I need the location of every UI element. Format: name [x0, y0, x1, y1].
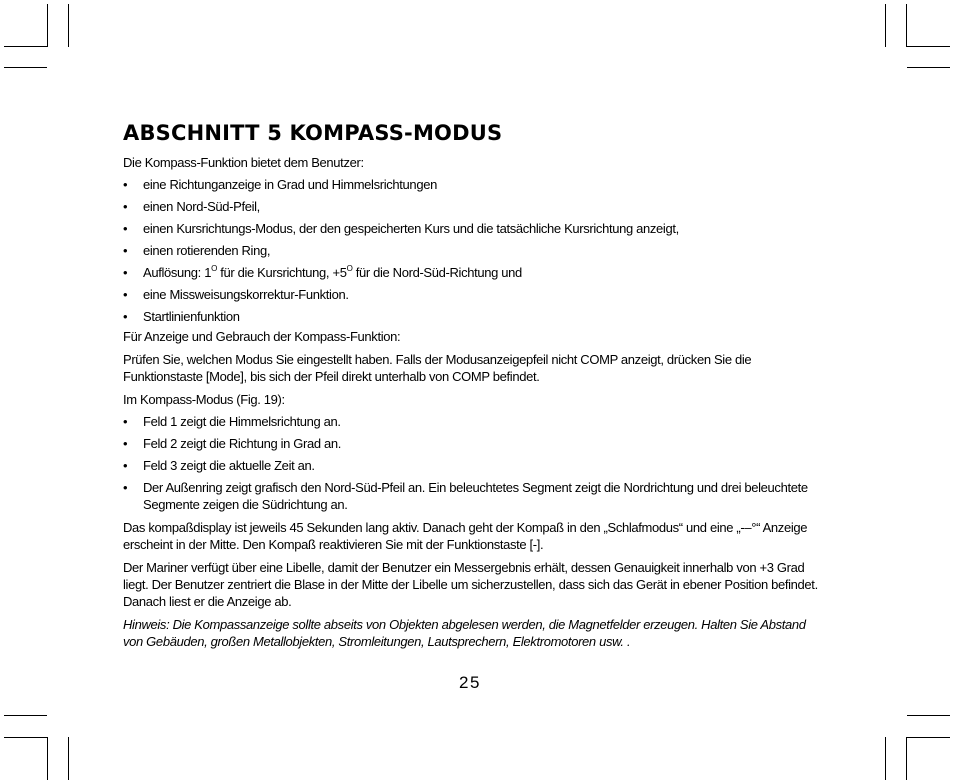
bullet: • [123, 177, 128, 192]
bullet: • [123, 221, 128, 236]
crop-mark [907, 715, 950, 716]
crop-mark [885, 737, 886, 780]
crop-mark [907, 46, 950, 47]
list-item [123, 308, 823, 325]
list-item [123, 479, 823, 513]
crop-mark [907, 67, 950, 68]
crop-mark [906, 4, 907, 47]
usage-heading: Für Anzeige und Gebrauch der Kompass-Funktion: [123, 329, 401, 344]
crop-mark [4, 715, 47, 716]
crop-mark [68, 4, 69, 47]
list-item [123, 242, 823, 259]
crop-mark [4, 67, 47, 68]
list-item [123, 220, 823, 237]
crop-mark [4, 737, 47, 738]
intro-text: Die Kompass-Funktion bietet dem Benutzer: [123, 155, 364, 170]
resolution-text-a: Auflösung: 1 [143, 265, 212, 280]
crop-mark [68, 737, 69, 780]
feature-list [123, 176, 823, 325]
crop-mark [47, 737, 48, 780]
mode-heading: Im Kompass-Modus (Fig. 19): [123, 392, 285, 407]
section-title: ABSCHNITT 5 KOMPASS-MODUS [123, 121, 503, 145]
list-item-text: Startlinienfunktion [143, 309, 240, 324]
degree-mark: O [211, 263, 217, 273]
note-paragraph: Hinweis: Die Kompassanzeige sollte abseits von Objekten abgelesen werden, die Magnetfelder erzeugen. Halten Sie Abstand von Gebäuden, großen Metallobjekten, Stromleitungen, Lautsprechern, Elektromotoren usw. . [123, 617, 806, 649]
bullet: • [123, 480, 128, 495]
list-item-text: Der Außenring zeigt grafisch den Nord-Süd-Pfeil an. Ein beleuchtetes Segment zeigt die Nordrichtung und drei beleuchtete Segmente zeigen die Südrichtung an. [143, 480, 808, 512]
bullet: • [123, 287, 128, 302]
display-paragraph: Das kompaßdisplay ist jeweils 45 Sekunden lang aktiv. Danach geht der Kompaß in den „Schlafmodus“ und eine „-–°“ Anzeige erscheint in der Mitte. Den Kompaß reaktivieren Sie mit der Funktionstaste [-]. [123, 520, 808, 552]
resolution-text-b: für die Kursrichtung, +5 [216, 265, 347, 280]
page-content [123, 121, 823, 650]
list-item-text: einen rotierenden Ring, [143, 243, 271, 258]
list-item [123, 457, 823, 474]
crop-mark [4, 46, 47, 47]
list-item [123, 413, 823, 430]
bullet: • [123, 243, 128, 258]
list-item [123, 286, 823, 303]
resolution-text-c: für die Nord-Süd-Richtung und [352, 265, 522, 280]
list-item-text: Feld 1 zeigt die Himmelsrichtung an. [143, 414, 341, 429]
list-item [123, 198, 823, 215]
degree-mark: O [346, 263, 353, 273]
bullet: • [123, 436, 128, 451]
list-item [123, 176, 823, 193]
list-item-text: einen Kursrichtungs-Modus, der den gespeicherten Kurs und die tatsächliche Kursrichtung anzeigt, [143, 221, 679, 236]
crop-mark [885, 4, 886, 47]
bullet: • [123, 199, 128, 214]
list-item-text: Feld 3 zeigt die aktuelle Zeit an. [143, 458, 315, 473]
bullet: • [123, 458, 128, 473]
bullet: • [123, 265, 128, 280]
check-mode-paragraph: Prüfen Sie, welchen Modus Sie eingestellt haben. Falls der Modusanzeigepfeil nicht COMP anzeigt, drücken Sie die Funktionstaste [Mode], bis sich der Pfeil direkt unterhalb von COMP befindet. [123, 352, 752, 384]
page-number: 25 [459, 673, 481, 692]
field-list [123, 413, 823, 513]
list-item-text: eine Missweisungskorrektur-Funktion. [143, 287, 349, 302]
list-item-text: einen Nord-Süd-Pfeil, [143, 199, 260, 214]
crop-mark [47, 4, 48, 47]
list-item-text: eine Richtunganzeige in Grad und Himmelsrichtungen [143, 177, 437, 192]
bullet: • [123, 414, 128, 429]
list-item [123, 435, 823, 452]
list-item-text: Feld 2 zeigt die Richtung in Grad an. [143, 436, 342, 451]
bullet: • [123, 309, 128, 324]
level-paragraph: Der Mariner verfügt über eine Libelle, damit der Benutzer ein Messergebnis erhält, dessen Genauigkeit innerhalb von +3 Grad liegt. Der Benutzer zentriert die Blase in der Mitte der Libelle um sicherzustellen, dass sich das Gerät in ebener Position befindet. Danach liest er die Anzeige ab. [123, 560, 818, 609]
crop-mark [907, 737, 950, 738]
crop-mark [906, 737, 907, 780]
list-item-resolution [123, 264, 823, 281]
